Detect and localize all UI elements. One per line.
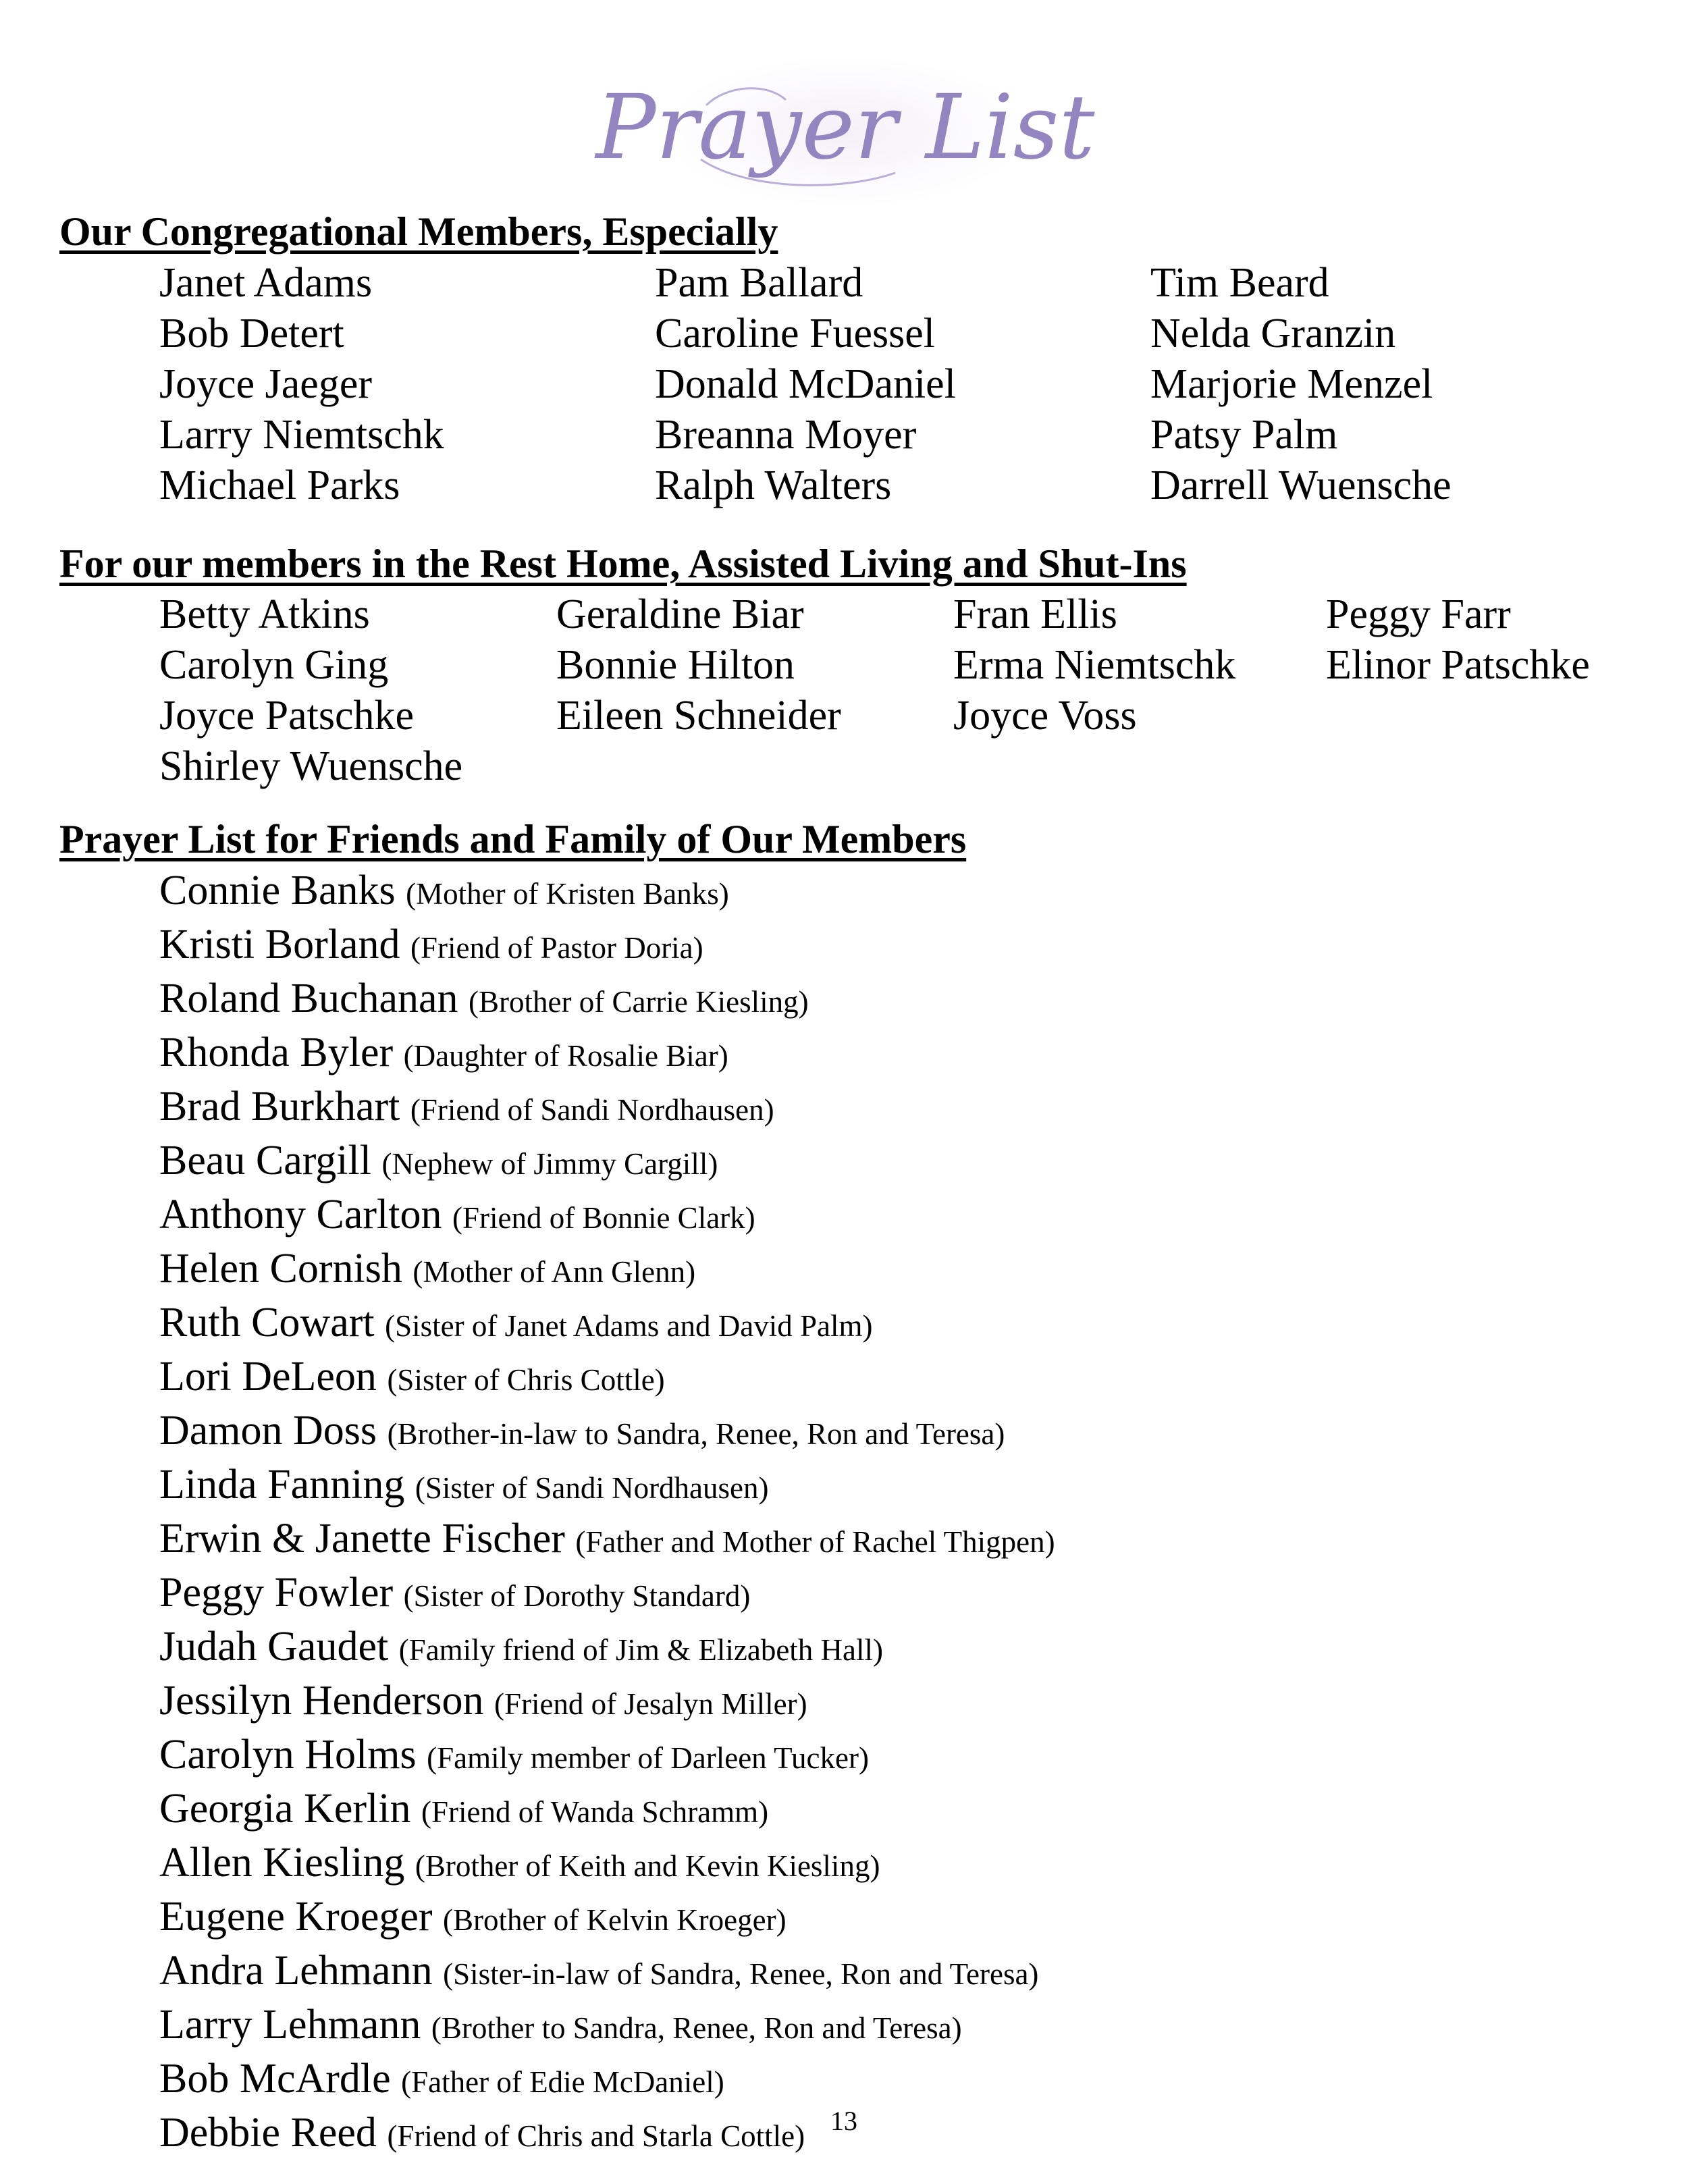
prayer-entry bbox=[159, 1676, 1055, 1730]
prayer-list-logo bbox=[595, 58, 1095, 205]
entry-relation: (Sister of Sandi Nordhausen) bbox=[415, 1471, 769, 1505]
member-name: Betty Atkins bbox=[159, 591, 370, 637]
rest-home-members-list bbox=[159, 589, 1704, 792]
prayer-entry bbox=[159, 1730, 1055, 1784]
member-name: Breanna Moyer bbox=[655, 412, 917, 458]
entry-relation: (Sister of Chris Cottle) bbox=[387, 1363, 665, 1397]
entry-relation: (Brother to Sandra, Renee, Ron and Teresa) bbox=[431, 2011, 962, 2045]
prayer-entry bbox=[159, 1136, 1055, 1190]
prayer-entry bbox=[159, 1784, 1055, 1838]
member-name: Larry Niemtschk bbox=[159, 412, 444, 458]
entry-name: Peggy Fowler bbox=[159, 1570, 394, 1616]
congregational-heading: Our Congregational Members, Especially bbox=[59, 209, 778, 254]
prayer-entry bbox=[159, 865, 1055, 920]
entry-relation: (Friend of Chris and Starla Cottle) bbox=[387, 2119, 805, 2153]
member-name: Bonnie Hilton bbox=[556, 642, 795, 688]
entry-relation: (Friend of Sandi Nordhausen) bbox=[410, 1093, 774, 1127]
prayer-entry bbox=[159, 1298, 1055, 1352]
member-name: Janet Adams bbox=[159, 260, 373, 306]
entry-name: Anthony Carlton bbox=[159, 1192, 442, 1237]
entry-relation: (Brother-in-law to Sandra, Renee, Ron and Teresa) bbox=[387, 1417, 1005, 1451]
entry-relation: (Father and Mother of Rachel Thigpen) bbox=[575, 1525, 1055, 1559]
rest-home-heading: For our members in the Rest Home, Assisted Living and Shut-Ins bbox=[59, 541, 1187, 586]
member-name: Elinor Patschke bbox=[1326, 642, 1590, 688]
prayer-entry bbox=[159, 920, 1055, 974]
entry-relation: (Mother of Kristen Banks) bbox=[406, 877, 729, 911]
member-name: Joyce Patschke bbox=[159, 693, 415, 739]
member-name: Geraldine Biar bbox=[556, 591, 804, 637]
prayer-entry bbox=[159, 1406, 1055, 1460]
entry-relation: (Family member of Darleen Tucker) bbox=[427, 1741, 869, 1775]
member-name: Joyce Jaeger bbox=[159, 361, 372, 407]
entry-name: Damon Doss bbox=[159, 1408, 377, 1454]
prayer-entry bbox=[159, 974, 1055, 1028]
entry-name: Bob McArdle bbox=[159, 2056, 391, 2102]
member-name: Ralph Walters bbox=[655, 462, 892, 508]
prayer-entry bbox=[159, 2000, 1055, 2054]
friends-family-list bbox=[159, 865, 1055, 2162]
logo-text: Prayer List bbox=[595, 76, 1095, 180]
congregational-members-list bbox=[159, 258, 1623, 511]
member-name bbox=[556, 741, 953, 792]
entry-relation: (Friend of Jesalyn Miller) bbox=[494, 1687, 807, 1721]
entry-name: Judah Gaudet bbox=[159, 1624, 389, 1670]
prayer-entry bbox=[159, 1190, 1055, 1244]
entry-relation: (Friend of Pastor Doria) bbox=[410, 931, 703, 965]
prayer-entry bbox=[159, 1568, 1055, 1622]
member-name: Michael Parks bbox=[159, 462, 400, 508]
entry-name: Helen Cornish bbox=[159, 1246, 402, 1291]
member-name: Caroline Fuessel bbox=[655, 311, 935, 356]
entry-name: Beau Cargill bbox=[159, 1138, 371, 1183]
entry-name: Connie Banks bbox=[159, 868, 396, 913]
entry-name: Debbie Reed bbox=[159, 2110, 377, 2156]
logo-graphic bbox=[595, 58, 1095, 205]
entry-name: Andra Lehmann bbox=[159, 1948, 433, 1994]
member-name: Donald McDaniel bbox=[655, 361, 956, 407]
entry-relation: (Sister-in-law of Sandra, Renee, Ron and Teresa) bbox=[443, 1957, 1039, 1991]
entry-name: Lori DeLeon bbox=[159, 1354, 377, 1400]
entry-relation: (Father of Edie McDaniel) bbox=[401, 2065, 724, 2099]
entry-relation: (Mother of Ann Glenn) bbox=[412, 1255, 696, 1289]
entry-relation: (Family friend of Jim & Elizabeth Hall) bbox=[398, 1633, 884, 1667]
friends-family-heading: Prayer List for Friends and Family of Our Members bbox=[59, 817, 967, 861]
member-name bbox=[1326, 691, 1704, 741]
entry-name: Larry Lehmann bbox=[159, 2002, 421, 2048]
member-name: Darrell Wuensche bbox=[1150, 462, 1452, 508]
prayer-entry bbox=[159, 1244, 1055, 1298]
member-name: Eileen Schneider bbox=[556, 693, 841, 739]
entry-relation: (Daughter of Rosalie Biar) bbox=[403, 1039, 728, 1073]
entry-relation: (Brother of Carrie Kiesling) bbox=[469, 985, 809, 1019]
entry-name: Eugene Kroeger bbox=[159, 1894, 433, 1940]
member-name: Joyce Voss bbox=[953, 693, 1137, 739]
member-name bbox=[1326, 741, 1704, 792]
prayer-entry bbox=[159, 2054, 1055, 2108]
page-number: 13 bbox=[830, 2106, 857, 2136]
prayer-entry bbox=[159, 1892, 1055, 1946]
entry-name: Rhonda Byler bbox=[159, 1030, 394, 1075]
entry-relation: (Nephew of Jimmy Cargill) bbox=[381, 1147, 718, 1181]
member-name: Erma Niemtschk bbox=[953, 642, 1236, 688]
member-name: Peggy Farr bbox=[1326, 591, 1511, 637]
member-name: Marjorie Menzel bbox=[1150, 361, 1433, 407]
member-name: Tim Beard bbox=[1150, 260, 1329, 306]
entry-relation: (Brother of Keith and Kevin Kiesling) bbox=[415, 1849, 880, 1883]
entry-name: Erwin & Janette Fischer bbox=[159, 1516, 565, 1562]
prayer-entry bbox=[159, 1352, 1055, 1406]
entry-name: Georgia Kerlin bbox=[159, 1786, 411, 1832]
entry-name: Jessilyn Henderson bbox=[159, 1678, 484, 1724]
entry-name: Ruth Cowart bbox=[159, 1300, 375, 1346]
entry-name: Brad Burkhart bbox=[159, 1084, 400, 1129]
entry-name: Linda Fanning bbox=[159, 1462, 405, 1508]
member-name: Shirley Wuensche bbox=[159, 743, 463, 789]
prayer-entry bbox=[159, 1514, 1055, 1568]
entry-relation: (Friend of Wanda Schramm) bbox=[421, 1795, 769, 1829]
entry-relation: (Brother of Kelvin Kroeger) bbox=[443, 1903, 787, 1937]
prayer-entry bbox=[159, 1622, 1055, 1676]
member-name bbox=[953, 741, 1326, 792]
entry-relation: (Friend of Bonnie Clark) bbox=[452, 1201, 755, 1235]
entry-name: Roland Buchanan bbox=[159, 976, 458, 1021]
member-name: Carolyn Ging bbox=[159, 642, 389, 688]
prayer-entry bbox=[159, 1460, 1055, 1514]
entry-name: Kristi Borland bbox=[159, 922, 400, 967]
prayer-entry bbox=[159, 1082, 1055, 1136]
prayer-entry bbox=[159, 1946, 1055, 2000]
entry-name: Carolyn Holms bbox=[159, 1732, 417, 1778]
member-name: Nelda Granzin bbox=[1150, 311, 1396, 356]
prayer-entry bbox=[159, 1838, 1055, 1892]
entry-relation: (Sister of Janet Adams and David Palm) bbox=[385, 1309, 873, 1343]
member-name: Pam Ballard bbox=[655, 260, 863, 306]
member-name: Fran Ellis bbox=[953, 591, 1117, 637]
entry-name: Allen Kiesling bbox=[159, 1840, 405, 1886]
member-name: Patsy Palm bbox=[1150, 412, 1338, 458]
entry-relation: (Sister of Dorothy Standard) bbox=[403, 1579, 751, 1613]
member-name: Bob Detert bbox=[159, 311, 344, 356]
prayer-entry bbox=[159, 1028, 1055, 1082]
